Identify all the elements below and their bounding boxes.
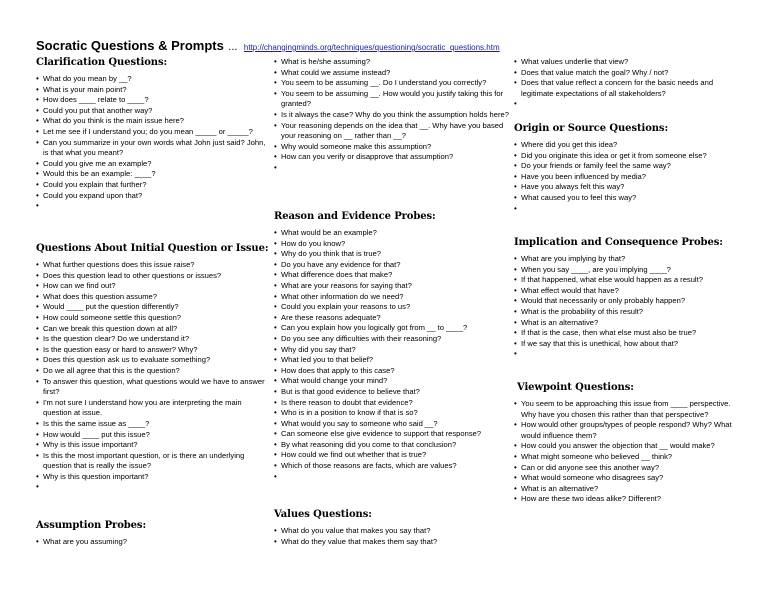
question-item: • Can you explain how you logically got from __ to ____? [274,323,510,334]
question-item: • Would this be an example: ____? [36,169,268,180]
question-item: • What effect would that have? [514,286,738,297]
question-item: • What might someone who believed __ think? [514,452,738,463]
section-assumption-continued [274,57,510,163]
question-item: • What is your main point? [36,85,268,96]
section-assumption [36,520,268,548]
document-header [36,37,500,55]
section-title: Clarification Questions: [36,57,168,68]
question-item: • Which of those reasons are facts, which are values? [274,461,510,472]
question-item: • If that is the case, then what else must also be true? [514,328,738,339]
question-item: • Can or did anyone see this another way? [514,463,738,474]
question-item: • Does this question ask us to evaluate something? [36,355,268,366]
question-item: • Why would someone make this assumption? [274,142,510,153]
section-title: Assumption Probes: [36,520,147,531]
section-initial-question [36,243,268,482]
question-item: • You seem to be assuming __. How would you justify taking this for granted? [274,89,510,110]
question-list [36,260,268,482]
question-item: • Do your friends or family feel the same way? [514,161,738,172]
question-item: • What are your reasons for saying that? [274,281,510,292]
question-item: • What could we assume instead? [274,68,510,79]
section-values-continued [514,57,738,99]
question-list [514,399,738,505]
question-item: • Does that value reflect a concern for the basic needs and legitimate expectations of all stakeholders? [514,78,738,99]
question-item: • How does that apply to this case? [274,366,510,377]
question-item: • How would ____ put this issue? [36,430,268,441]
question-item: • Where did you get this idea? [514,140,738,151]
question-item: • Could you expand upon that? [36,191,268,202]
section-title: Values Questions: [274,509,372,520]
question-item: • What is he/she assuming? [274,57,510,68]
question-list [514,57,738,99]
question-item: • What caused you to feel this way? [514,193,738,204]
question-item: • What would someone who disagrees say? [514,473,738,484]
question-item: • How do you know? [274,239,510,250]
question-item: • Would ____ put the question differently? [36,302,268,313]
question-item: • What do you think is the main issue here? [36,116,268,127]
question-list [274,228,510,472]
question-item: • What would be an example? [274,228,510,239]
question-item: • By what reasoning did you come to that conclusion? [274,440,510,451]
question-item: • What other information do we need? [274,292,510,303]
section-reason-evidence [274,211,510,472]
question-item: • You seem to be assuming __. Do I understand you correctly? [274,78,510,89]
question-item: • Why do you think that is true? [274,249,510,260]
section-title: Viewpoint Questions: [517,382,634,393]
question-list [514,254,738,349]
question-item: • Is this the same issue as ____? [36,419,268,430]
question-item: • Do you see any difficulties with their reasoning? [274,334,510,345]
question-item: • How could we find out whether that is true? [274,450,510,461]
question-item: • How does ____ relate to ____? [36,95,268,106]
section-title: Reason and Evidence Probes: [274,211,436,222]
question-item: • How are these two ideas alike? Different? [514,494,738,505]
question-item: • I'm not sure I understand how you are interpreting the main question at issue. [36,398,268,419]
question-item: • How would other groups/types of people respond? Why? What would influence them? [514,420,738,441]
page-title: Socratic Questions & Prompts [36,38,224,53]
question-item: • What further questions does this issue raise? [36,260,268,271]
question-item: • What do they value that makes them say that? [274,537,510,548]
question-item: • How can we find out? [36,281,268,292]
question-item: • What led you to that belief? [274,355,510,366]
question-item: • Let me see if I understand you; do you mean _____ or _____? [36,127,268,138]
question-list [514,140,738,204]
section-title: Implication and Consequence Probes: [514,237,723,248]
question-item: • What difference does that make? [274,270,510,281]
question-item: • What is an alternative? [514,318,738,329]
question-item: • What is an alternative? [514,484,738,495]
question-item: • Do you have any evidence for that? [274,260,510,271]
question-item: • What are you assuming? [36,537,268,548]
question-item: • Who is in a position to know if that is so? [274,408,510,419]
question-item: • Are these reasons adequate? [274,313,510,324]
question-item: • Why is this issue important? [36,440,268,451]
question-item: • Why is this question important? [36,472,268,483]
question-item: • Can we break this question down at all? [36,324,268,335]
question-item: • What is the probability of this result? [514,307,738,318]
section-values [274,509,510,547]
question-item: • What values underlie that view? [514,57,738,68]
question-item: • Could you explain that further? [36,180,268,191]
question-item: • Is this the most important question, or is there an underlying question that is really the issue? [36,451,268,472]
question-item: • Your reasoning depends on the idea that __. Why have you based your reasoning on __ rather than __? [274,121,510,142]
question-item: • Is there reason to doubt that evidence? [274,398,510,409]
question-item: • You seem to be approaching this issue from ____ perspective. Why have you chosen this rather than that perspective? [514,399,738,420]
section-implication-consequence [514,237,738,349]
question-item: • What would you say to someone who said __? [274,419,510,430]
question-item: • If we say that this is unethical, how about that? [514,339,738,350]
source-link[interactable]: http://changingminds.org/techniques/questioning/socratic_questions.htm [243,43,500,52]
question-item: • Do we all agree that this is the question? [36,366,268,377]
question-item: • Have you always felt this way? [514,182,738,193]
question-item: • Can you summarize in your own words what John just said? John, is that what you meant? [36,138,268,159]
question-item: • What does this question assume? [36,292,268,303]
question-item: • What would change your mind? [274,376,510,387]
question-item: • What do you value that makes you say that? [274,526,510,537]
question-item: • To answer this question, what questions would we have to answer first? [36,377,268,398]
section-origin-source [514,123,738,204]
question-item: • Could you explain your reasons to us? [274,302,510,313]
question-item: • What do you mean by __? [36,74,268,85]
question-item: • Did you originate this idea or get it from someone else? [514,151,738,162]
question-item: • Can someone else give evidence to support that response? [274,429,510,440]
section-clarification [36,57,268,201]
section-title: Questions About Initial Question or Issue: [36,243,269,254]
question-item: • Have you been influenced by media? [514,172,738,183]
question-item: • Is the question easy or hard to answer? Why? [36,345,268,356]
question-item: • How could you answer the objection that __ would make? [514,441,738,452]
title-separator: ... [228,41,238,53]
question-item: • What are you implying by that? [514,254,738,265]
question-item: • But is that good evidence to believe that? [274,387,510,398]
question-item: • Does this question lead to other questions or issues? [36,271,268,282]
section-viewpoint [514,382,738,505]
question-item: • How could someone settle this question? [36,313,268,324]
question-list [274,57,510,163]
question-item: • Is it always the case? Why do you think the assumption holds here? [274,110,510,121]
question-list [274,526,510,547]
question-item: • Does that value match the goal? Why / not? [514,68,738,79]
question-list [36,74,268,201]
question-item: • Would that necessarily or only probably happen? [514,296,738,307]
question-item: • Could you give me an example? [36,159,268,170]
question-item: • When you say ____, are you implying ____? [514,265,738,276]
question-item: • Could you put that another way? [36,106,268,117]
section-title: Origin or Source Questions: [514,123,669,134]
question-item: • How can you verify or disapprove that assumption? [274,152,510,163]
question-list [36,537,268,548]
question-item: • Is the question clear? Do we understand it? [36,334,268,345]
question-item: • Why did you say that? [274,345,510,356]
question-item: • If that happened, what else would happen as a result? [514,275,738,286]
